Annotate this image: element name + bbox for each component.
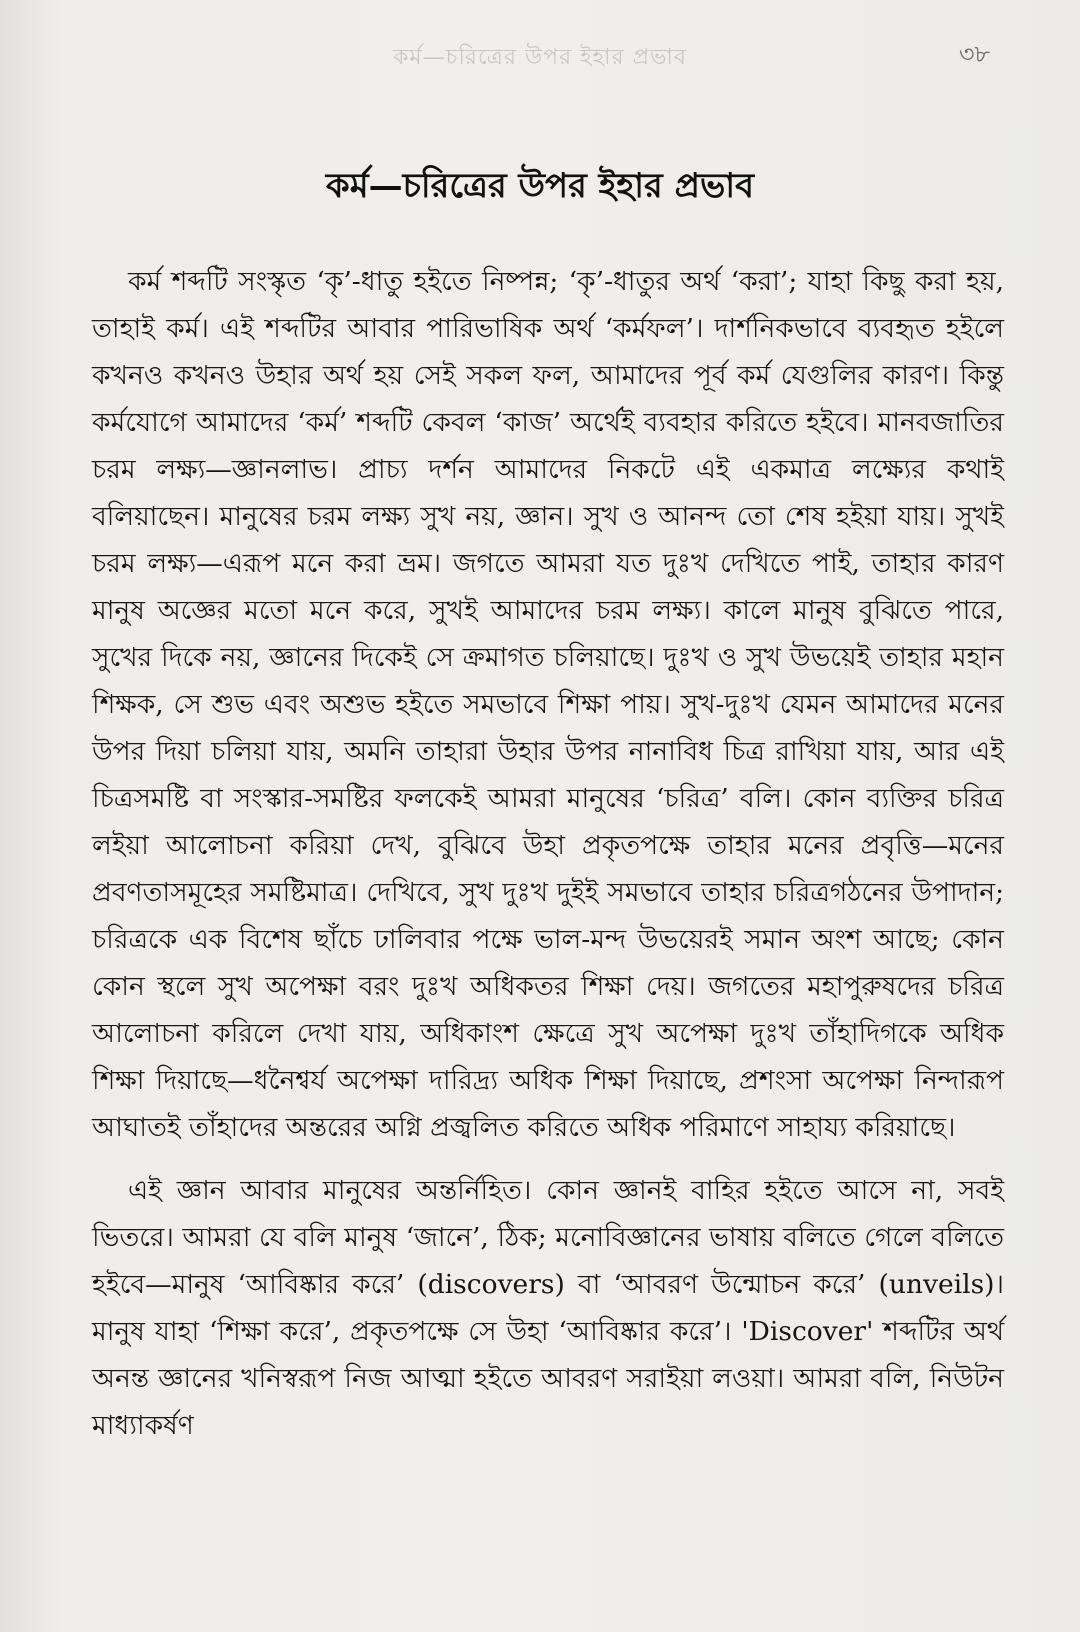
chapter-title: কর্ম—চরিত্রের উপর ইহার প্রভাব xyxy=(325,166,755,206)
page-number: ৩৮ xyxy=(958,40,990,68)
bleed-through-running-header: কর্ম—চরিত্রের উপর ইহার প্রভাব xyxy=(392,45,688,70)
body-text xyxy=(92,258,1004,1465)
paragraph-2: এই জ্ঞান আবার মানুষের অন্তর্নিহিত। কোন জ্ঞানই বাহির হইতে আসে না, সবই ভিতরে। আমরা যে বলি মানুষ ‘জানে’, ঠিক; মনোবিজ্ঞানের ভাষায় বলিতে গেলে বলিতে হইবে—মানুষ ‘আবিষ্কার করে’ (discovers) বা ‘আবরণ উন্মোচন করে’ (unveils)। মানুষ যাহা ‘শিক্ষা করে’, প্রকৃতপক্ষে সে উহা ‘আবিষ্কার করে’। 'Discover' শব্দটির অর্থ অনন্ত জ্ঞানের খনিস্বরূপ নিজ আত্মা হইতে আবরণ সরাইয়া লওয়া। আমরা বলি, নিউটন মাধ্যাকর্ষণ xyxy=(92,1175,1004,1441)
paragraph-1: কর্ম শব্দটি সংস্কৃত ‘কৃ’-ধাতু হইতে নিষ্পন্ন; ‘কৃ’-ধাতুর অর্থ ‘করা’; যাহা কিছু করা হয়, তাহাই কর্ম। এই শব্দটির আবার পারিভাষিক অর্থ ‘কর্মফল’। দার্শনিকভাবে ব্যবহৃত হইলে কখনও কখনও উহার অর্থ হয় সেই সকল ফল, আমাদের পূর্ব কর্ম যেগুলির কারণ। কিন্তু কর্মযোগে আমাদের ‘কর্ম’ শব্দটি কেবল ‘কাজ’ অর্থেই ব্যবহার করিতে হইবে। মানবজাতির চরম লক্ষ্য—জ্ঞানলাভ। প্রাচ্য দর্শন আমাদের নিকটে এই একমাত্র লক্ষ্যের কথাই বলিয়াছেন। মানুষের চরম লক্ষ্য সুখ নয়, জ্ঞান। সুখ ও আনন্দ তো শেষ হইয়া যায়। সুখই চরম লক্ষ্য—এরূপ মনে করা ভ্রম। জগতে আমরা যত দুঃখ দেখিতে পাই, তাহার কারণ মানুষ অজ্ঞের মতো মনে করে, সুখই আমাদের চরম লক্ষ্য। কালে মানুষ বুঝিতে পারে, সুখের দিকে নয়, জ্ঞানের দিকেই সে ক্রমাগত চলিয়াছে। দুঃখ ও সুখ উভয়েই তাহার মহান শিক্ষক, সে শুভ এবং অশুভ হইতে সমভাবে শিক্ষা পায়। সুখ-দুঃখ যেমন আমাদের মনের উপর দিয়া চলিয়া যায়, অমনি তাহারা উহার উপর নানাবিধ চিত্র রাখিয়া যায়, আর এই চিত্রসমষ্টি বা সংস্কার-সমষ্টির ফলকেই আমরা মানুষের ‘চরিত্র’ বলি। কোন ব্যক্তির চরিত্র লইয়া আলোচনা করিয়া দেখ, বুঝিবে উহা প্রকৃতপক্ষে তাহার মনের প্রবৃত্তি—মনের প্রবণতাসমূহের সমষ্টিমাত্র। দেখিবে, সুখ দুঃখ দুইই সমভাবে তাহার চরিত্রগঠনের উপাদান; চরিত্রকে এক বিশেষ ছাঁচে ঢালিবার পক্ষে ভাল-মন্দ উভয়েরই সমান অংশ আছে; কোন কোন স্থলে সুখ অপেক্ষা বরং দুঃখ অধিকতর শিক্ষা দেয়। জগতের মহাপুরুষদের চরিত্র আলোচনা করিলে দেখা যায়, অধিকাংশ ক্ষেত্রে সুখ অপেক্ষা দুঃখ তাঁহাদিগকে অধিক শিক্ষা দিয়াছে—ধনৈশ্বর্য অপেক্ষা দারিদ্র্য অধিক শিক্ষা দিয়াছে, প্রশংসা অপেক্ষা নিন্দারূপ আঘাতই তাঁহাদের অন্তরের অগ্নি প্রজ্বলিত করিতে অধিক পরিমাণে সাহায্য করিয়াছে। xyxy=(92,266,1004,1143)
